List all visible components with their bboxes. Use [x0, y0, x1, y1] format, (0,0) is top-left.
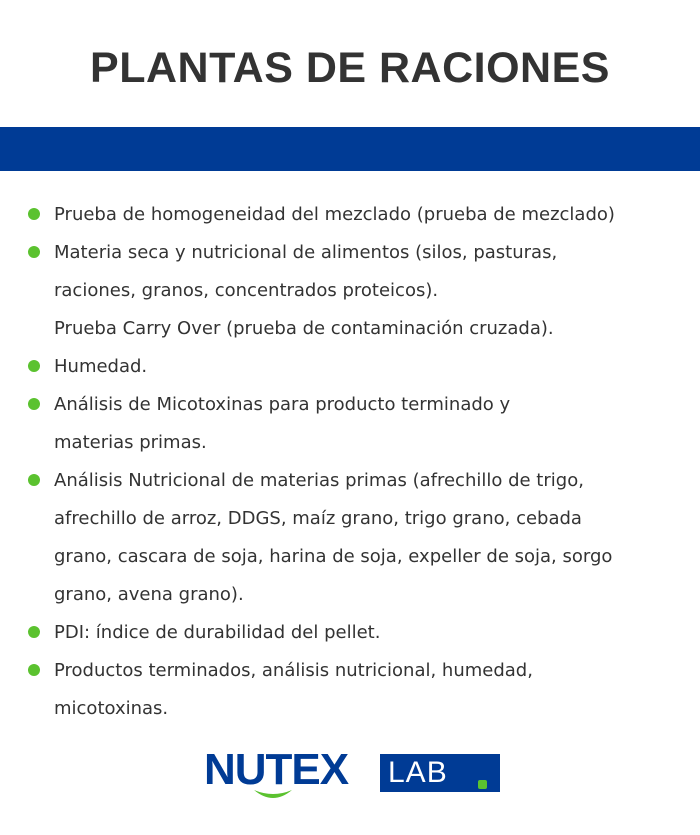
list-item: [26, 196, 676, 234]
list-item-text: Prueba Carry Over (prueba de contaminación cruzada).: [54, 318, 554, 339]
list-item-text: materias primas.: [54, 432, 207, 453]
list-item: [26, 348, 676, 386]
bullet-icon: [28, 208, 40, 220]
logo-smile-icon: [252, 788, 294, 802]
list-item-text: Humedad.: [54, 356, 148, 377]
list-item-text: PDI: índice de durabilidad del pellet.: [54, 622, 381, 643]
logo-dot-icon: [478, 780, 487, 789]
bullet-icon: [28, 626, 40, 638]
logo-brand-text: NUTEX: [204, 745, 349, 794]
list-item: [26, 462, 676, 614]
bullet-icon: [28, 246, 40, 258]
list-item-text: Análisis Nutricional de materias primas (afrechillo de trigo,: [54, 470, 584, 491]
logo-lab-text: LAB: [388, 756, 448, 789]
list-item: [26, 614, 676, 652]
services-list: [26, 196, 676, 728]
list-item: [26, 652, 676, 728]
list-item-text: micotoxinas.: [54, 698, 169, 719]
list-item-text: Materia seca y nutricional de alimentos (silos, pasturas,: [54, 242, 558, 263]
bullet-icon: [28, 398, 40, 410]
list-item-text: grano, avena grano).: [54, 584, 244, 605]
nutex-lab-logo: [204, 745, 504, 804]
list-item: [26, 386, 676, 462]
bullet-icon: [28, 664, 40, 676]
list-item-text: Análisis de Micotoxinas para producto terminado y: [54, 394, 511, 415]
list-item-text: Productos terminados, análisis nutricional, humedad,: [54, 660, 533, 681]
list-item: [26, 234, 676, 348]
list-item-text: Prueba de homogeneidad del mezclado (prueba de mezclado): [54, 204, 615, 225]
header-band: [0, 127, 700, 171]
bullet-icon: [28, 474, 40, 486]
bullet-icon: [28, 360, 40, 372]
list-item-text: raciones, granos, concentrados proteicos).: [54, 280, 439, 301]
list-item-text: grano, cascara de soja, harina de soja, expeller de soja, sorgo: [54, 546, 613, 567]
logo-lab-badge: [380, 754, 500, 792]
page-title: PLANTAS DE RACIONES: [90, 44, 610, 92]
list-item-text: afrechillo de arroz, DDGS, maíz grano, trigo grano, cebada: [54, 508, 582, 529]
